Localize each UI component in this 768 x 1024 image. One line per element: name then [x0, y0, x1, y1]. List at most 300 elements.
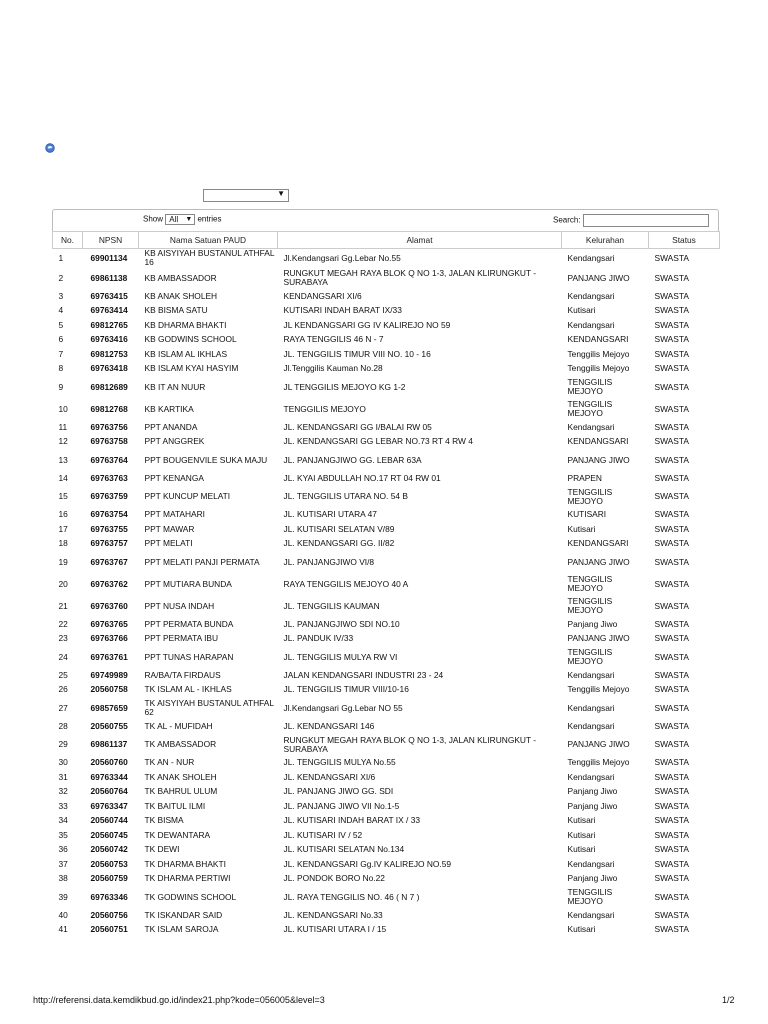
cell-npsn: 69763756	[90, 421, 128, 432]
footer-page-number: 1/2	[722, 995, 735, 1005]
cell-no: 25	[58, 669, 68, 680]
table-row	[53, 318, 720, 333]
entries-select-value: All	[169, 215, 179, 224]
cell-status: SWASTA	[654, 829, 689, 840]
table-row	[53, 249, 720, 268]
table-header-row	[53, 232, 720, 249]
cell-alamat: KENDANGSARI XI/6	[283, 290, 362, 301]
data-table	[52, 231, 720, 937]
cell-nama: PPT MATAHARI	[144, 509, 205, 520]
cell-no: 28	[58, 720, 68, 731]
cell-status: SWASTA	[654, 633, 689, 644]
table-row	[53, 756, 720, 771]
table-row	[53, 632, 720, 647]
cell-alamat: JL. KUTISARI UTARA 47	[283, 509, 377, 520]
cell-npsn: 69901134	[90, 252, 128, 263]
cell-nama: PPT KENANGA	[144, 472, 204, 483]
cell-npsn: 69763764	[90, 454, 128, 465]
cell-nama: TK DHARMA BHAKTI	[144, 858, 226, 869]
cell-kelurahan: Kutisari	[567, 844, 596, 855]
cell-no: 7	[58, 348, 64, 359]
cell-alamat: JL. TENGGILIS TIMUR VIII NO. 10 - 16	[283, 348, 431, 359]
cell-kelurahan: KENDANGSARI	[567, 436, 629, 447]
cell-status: SWASTA	[654, 858, 689, 869]
cell-status: SWASTA	[654, 348, 689, 359]
cell-status: SWASTA	[654, 618, 689, 629]
cell-no: 30	[58, 757, 68, 768]
cell-no: 8	[58, 363, 64, 374]
cell-no: 27	[58, 702, 68, 713]
cell-nama: PPT PERMATA BUNDA	[144, 618, 234, 629]
cell-nama: TK ISLAM AL - IKHLAS	[144, 684, 232, 695]
column-header-npsn[interactable]: NPSN	[83, 232, 139, 249]
cell-npsn: 20560751	[90, 924, 128, 935]
cell-no: 15	[58, 491, 68, 501]
cell-kelurahan: Kendangsari	[567, 421, 615, 432]
table-row	[53, 398, 720, 420]
cell-no: 1	[58, 252, 64, 263]
show-label: Show	[143, 214, 164, 224]
cell-nama: TK AMBASSADOR	[144, 739, 217, 749]
cell-npsn: 69763415	[90, 290, 128, 301]
cell-status: SWASTA	[654, 556, 689, 567]
cell-kelurahan: TENGGILIS MEJOYO	[567, 486, 613, 506]
cell-kelurahan: Kendangsari	[567, 669, 615, 680]
cell-status: SWASTA	[654, 509, 689, 520]
cell-nama: KB ISLAM AL IKHLAS	[144, 348, 228, 359]
cell-alamat: JL. PANJANG JIWO VII No.1-5	[283, 800, 400, 811]
cell-status: SWASTA	[654, 669, 689, 680]
cell-kelurahan: Kendangsari	[567, 290, 615, 301]
cell-nama: TK AL - MUFIDAH	[144, 720, 213, 731]
cell-alamat: JL TENGGILIS MEJOYO KG 1-2	[283, 381, 406, 392]
cell-no: 14	[58, 472, 68, 483]
cell-nama: KB AISYIYAH BUSTANUL ATHFAL 16	[144, 248, 275, 267]
cell-npsn: 69763758	[90, 436, 128, 447]
cell-npsn: 69763416	[90, 334, 128, 345]
cell-alamat: JL. KUTISARI SELATAN No.134	[283, 844, 405, 855]
cell-npsn: 20560758	[90, 684, 128, 695]
cell-nama: PPT ANGGREK	[144, 436, 205, 447]
table-row	[53, 347, 720, 362]
cell-kelurahan: Kendangsari	[567, 771, 615, 782]
cell-status: SWASTA	[654, 815, 689, 826]
table-row	[53, 508, 720, 523]
cell-npsn: 69812753	[90, 348, 128, 359]
cell-npsn: 20560759	[90, 873, 128, 884]
cell-status: SWASTA	[654, 891, 689, 902]
cell-alamat: JL. KENDANGSARI XI/6	[283, 771, 376, 782]
cell-no: 6	[58, 334, 64, 345]
cell-alamat: JL. KUTISARI IV / 52	[283, 829, 363, 840]
cell-nama: KB KARTIKA	[144, 403, 194, 414]
cell-no: 22	[58, 618, 68, 629]
cell-kelurahan: PANJANG JIWO	[567, 633, 630, 644]
cell-status: SWASTA	[654, 381, 689, 392]
table-row	[53, 770, 720, 785]
cell-no: 13	[58, 454, 68, 465]
cell-alamat: TENGGILIS MEJOYO	[283, 403, 366, 414]
table-row	[53, 449, 720, 471]
cell-no: 17	[58, 523, 68, 534]
cell-kelurahan: TENGGILIS MEJOYO	[567, 377, 613, 396]
cell-alamat: JL. KENDANGSARI GG. II/82	[283, 538, 395, 549]
cell-nama: TK ISKANDAR SAID	[144, 909, 223, 920]
cell-alamat: JL. PANJANGJIWO SDI NO.10	[283, 618, 400, 629]
table-row	[53, 646, 720, 668]
cell-alamat: JL KENDANGSARI GG IV KALIREJO NO 59	[283, 319, 451, 330]
cell-kelurahan: TENGGILIS MEJOYO	[567, 574, 613, 593]
cell-no: 37	[58, 858, 68, 869]
cell-nama: PPT MELATI PANJI PERMATA	[144, 556, 260, 567]
cell-alamat: JL. PONDOK BORO No.22	[283, 873, 385, 884]
cell-kelurahan: Kutisari	[567, 523, 596, 534]
cell-alamat: JL. KENDANGSARI 146	[283, 720, 375, 731]
cell-npsn: 69812768	[90, 403, 128, 414]
cell-kelurahan: Kendangsari	[567, 702, 615, 713]
cell-status: SWASTA	[654, 403, 689, 414]
cell-npsn: 69763765	[90, 618, 128, 629]
show-entries	[143, 214, 222, 225]
cell-nama: KB GODWINS SCHOOL	[144, 334, 237, 345]
cell-alamat: JL. KENDANGSARI No.33	[283, 909, 383, 920]
cell-npsn: 69812765	[90, 319, 128, 330]
cell-status: SWASTA	[654, 651, 689, 662]
cell-no: 33	[58, 800, 68, 811]
cell-status: SWASTA	[654, 702, 689, 713]
chevron-down-icon: ▼	[185, 216, 193, 223]
table-row	[53, 668, 720, 683]
cell-npsn: 69857659	[90, 702, 128, 713]
table-row	[53, 304, 720, 319]
cell-alamat: RUNGKUT MEGAH RAYA BLOK Q NO 1-3, JALAN KLIRUNGKUT - SURABAYA	[283, 734, 537, 754]
cell-status: SWASTA	[654, 290, 689, 301]
cell-alamat: JL. PANJANGJIWO GG. LEBAR 63A	[283, 454, 422, 465]
table-row	[53, 785, 720, 800]
cell-npsn: 69763344	[90, 771, 128, 782]
filter-select[interactable]	[203, 189, 289, 202]
cell-no: 35	[58, 829, 68, 840]
cell-alamat: JL. TENGGILIS TIMUR VIII/10-16	[283, 684, 409, 695]
cell-npsn: 20560742	[90, 844, 128, 855]
cell-kelurahan: KUTISARI	[567, 509, 607, 520]
cell-nama: PPT MUTIARA BUNDA	[144, 578, 232, 589]
cell-nama: KB ISLAM KYAI HASYIM	[144, 363, 239, 374]
cell-kelurahan: Tenggilis Mejoyo	[567, 363, 630, 374]
cell-no: 20	[58, 578, 68, 589]
cell-no: 31	[58, 771, 68, 782]
cell-status: SWASTA	[654, 305, 689, 316]
table-row	[53, 886, 720, 908]
table-row	[53, 471, 720, 486]
cell-kelurahan: PANJANG JIWO	[567, 272, 630, 283]
table-row	[53, 872, 720, 887]
cell-status: SWASTA	[654, 334, 689, 345]
table-row	[53, 522, 720, 537]
cell-nama: TK BISMA	[144, 815, 184, 826]
cell-kelurahan: PANJANG JIWO	[567, 454, 630, 465]
cell-alamat: Jl.Tenggilis Kauman No.28	[283, 363, 383, 374]
cell-no: 38	[58, 873, 68, 884]
cell-alamat: RAYA TENGGILIS 46 N - 7	[283, 334, 384, 345]
cell-kelurahan: Kendangsari	[567, 252, 615, 263]
cell-no: 2	[58, 272, 64, 283]
table-row	[53, 734, 720, 756]
cell-no: 41	[58, 924, 68, 935]
cell-no: 19	[58, 556, 68, 567]
cell-status: SWASTA	[654, 720, 689, 731]
cell-alamat: JL. KYAI ABDULLAH NO.17 RT 04 RW 01	[283, 472, 441, 483]
cell-alamat: JL. TENGGILIS MULYA No.55	[283, 757, 396, 768]
cell-kelurahan: TENGGILIS MEJOYO	[567, 596, 613, 615]
table-row	[53, 843, 720, 858]
cell-npsn: 69763346	[90, 891, 128, 902]
cell-no: 23	[58, 633, 68, 644]
table-row	[53, 362, 720, 377]
cell-nama: KB IT AN NUUR	[144, 381, 206, 392]
cell-kelurahan: Panjang Jiwo	[567, 618, 618, 629]
cell-kelurahan: Panjang Jiwo	[567, 873, 618, 884]
cell-npsn: 69763757	[90, 538, 128, 549]
cell-npsn: 69763755	[90, 523, 128, 534]
table-row	[53, 333, 720, 348]
cell-nama: TK GODWINS SCHOOL	[144, 891, 237, 902]
cell-alamat: JL. KUTISARI UTARA I / 15	[283, 924, 387, 935]
cell-alamat: JL. KUTISARI INDAH BARAT IX / 33	[283, 815, 421, 826]
cell-no: 10	[58, 403, 68, 414]
cell-kelurahan: Panjang Jiwo	[567, 800, 618, 811]
cell-npsn: 69749989	[90, 669, 128, 680]
cell-nama: TK BAITUL ILMI	[144, 800, 206, 811]
cell-nama: TK DEWANTARA	[144, 829, 211, 840]
cell-nama: RA/BA/TA FIRDAUS	[144, 669, 221, 680]
cell-kelurahan: Panjang Jiwo	[567, 786, 618, 797]
cell-nama: KB AMBASSADOR	[144, 272, 217, 283]
cell-npsn: 69861137	[90, 739, 128, 749]
table-row	[53, 617, 720, 632]
cell-no: 9	[58, 381, 64, 392]
cell-no: 4	[58, 305, 64, 316]
cell-no: 12	[58, 436, 68, 447]
cell-nama: TK AISYIYAH BUSTANUL ATHFAL 62	[144, 698, 274, 717]
cell-status: SWASTA	[654, 363, 689, 374]
cell-alamat: JL. TENGGILIS MULYA RW VI	[283, 651, 398, 662]
column-header-kelurahan[interactable]: Kelurahan	[562, 232, 649, 249]
cell-no: 36	[58, 844, 68, 855]
cell-kelurahan: Kendangsari	[567, 909, 615, 920]
cell-kelurahan: Tenggilis Mejoyo	[567, 757, 630, 768]
cell-kelurahan: KENDANGSARI	[567, 334, 629, 345]
cell-status: SWASTA	[654, 786, 689, 797]
table-row	[53, 908, 720, 923]
cell-npsn: 69763418	[90, 363, 128, 374]
cell-status: SWASTA	[654, 578, 689, 589]
cell-npsn: 69763347	[90, 800, 128, 811]
cell-nama: TK BAHRUL ULUM	[144, 786, 218, 797]
cell-nama: TK DHARMA PERTIWI	[144, 873, 231, 884]
cell-no: 29	[58, 739, 68, 749]
cell-no: 5	[58, 319, 64, 330]
cell-kelurahan: Kendangsari	[567, 720, 615, 731]
cell-npsn: 69763759	[90, 491, 128, 501]
cell-kelurahan: PRAPEN	[567, 472, 602, 483]
cell-no: 32	[58, 786, 68, 797]
column-header-nama[interactable]: Nama Satuan PAUD	[139, 232, 278, 249]
table-row	[53, 683, 720, 698]
chevron-down-icon: ▼	[277, 189, 285, 198]
table-row	[53, 697, 720, 719]
table-row	[53, 573, 720, 595]
cell-no: 24	[58, 651, 68, 662]
cell-no: 34	[58, 815, 68, 826]
cell-npsn: 69763761	[90, 651, 128, 662]
cell-npsn: 69861138	[90, 272, 128, 283]
cell-no: 21	[58, 600, 68, 611]
cell-kelurahan: Tenggilis Mejoyo	[567, 348, 630, 359]
cell-nama: TK ANAK SHOLEH	[144, 771, 217, 782]
table-row	[53, 537, 720, 552]
cell-no: 26	[58, 684, 68, 695]
cell-status: SWASTA	[654, 909, 689, 920]
cell-kelurahan: TENGGILIS MEJOYO	[567, 887, 613, 906]
cell-alamat: JL. RAYA TENGGILIS NO. 46 ( N 7 )	[283, 891, 420, 902]
table-row	[53, 435, 720, 450]
cell-alamat: JALAN KENDANGSARI INDUSTRI 23 - 24	[283, 669, 444, 680]
cell-kelurahan: Kendangsari	[567, 858, 615, 869]
cell-npsn: 20560756	[90, 909, 128, 920]
cell-alamat: JL. TENGGILIS UTARA NO. 54 B	[283, 491, 408, 501]
cell-status: SWASTA	[654, 491, 689, 501]
cell-alamat: JL. PANJANG JIWO GG. SDI	[283, 786, 394, 797]
cell-no: 40	[58, 909, 68, 920]
search-input[interactable]	[583, 214, 709, 227]
cell-alamat: JL. KENDANGSARI Gg.IV KALIREJO NO.59	[283, 858, 452, 869]
cell-npsn: 69763414	[90, 305, 128, 316]
cell-kelurahan: KENDANGSARI	[567, 538, 629, 549]
cell-kelurahan: PANJANG JIWO	[567, 556, 630, 567]
footer-url: http://referensi.data.kemdikbud.go.id/index21.php?kode=056005&level=3	[33, 995, 325, 1005]
cell-nama: KB ANAK SHOLEH	[144, 290, 218, 301]
globe-icon	[45, 143, 55, 153]
cell-npsn: 69763760	[90, 600, 128, 611]
cell-alamat: JL. TENGGILIS KAUMAN	[283, 600, 380, 611]
cell-alamat: JL. KENDANGSARI GG I/BALAI RW 05	[283, 421, 432, 432]
cell-alamat: RAYA TENGGILIS MEJOYO 40 A	[283, 578, 409, 589]
cell-npsn: 69763754	[90, 509, 128, 520]
table-row	[53, 420, 720, 435]
cell-nama: PPT TUNAS HARAPAN	[144, 651, 234, 662]
cell-kelurahan: Kendangsari	[567, 319, 615, 330]
cell-alamat: JL. KENDANGSARI GG LEBAR NO.73 RT 4 RW 4	[283, 436, 473, 447]
cell-nama: KB DHARMA BHAKTI	[144, 319, 227, 330]
cell-kelurahan: Kutisari	[567, 829, 596, 840]
cell-alamat: RUNGKUT MEGAH RAYA BLOK Q NO 1-3, JALAN KLIRUNGKUT - SURABAYA	[283, 268, 537, 287]
cell-nama: PPT KUNCUP MELATI	[144, 491, 231, 501]
table-row	[53, 289, 720, 304]
cell-status: SWASTA	[654, 523, 689, 534]
column-header-no[interactable]: No.	[53, 232, 83, 249]
cell-status: SWASTA	[654, 538, 689, 549]
cell-no: 39	[58, 891, 68, 902]
cell-npsn: 20560745	[90, 829, 128, 840]
cell-kelurahan: TENGGILIS MEJOYO	[567, 647, 613, 666]
cell-status: SWASTA	[654, 800, 689, 811]
cell-status: SWASTA	[654, 684, 689, 695]
cell-status: SWASTA	[654, 472, 689, 483]
table-row	[53, 857, 720, 872]
cell-nama: PPT MAWAR	[144, 523, 195, 534]
table-row	[53, 828, 720, 843]
entries-label: entries	[197, 214, 222, 224]
cell-status: SWASTA	[654, 739, 689, 749]
cell-status: SWASTA	[654, 252, 689, 263]
table-row	[53, 719, 720, 734]
cell-no: 18	[58, 538, 68, 549]
cell-status: SWASTA	[654, 319, 689, 330]
cell-npsn: 20560764	[90, 786, 128, 797]
cell-npsn: 20560755	[90, 720, 128, 731]
cell-kelurahan: Kutisari	[567, 815, 596, 826]
cell-status: SWASTA	[654, 272, 689, 283]
table-row	[53, 799, 720, 814]
cell-status: SWASTA	[654, 600, 689, 611]
cell-kelurahan: TENGGILIS MEJOYO	[567, 399, 613, 418]
cell-npsn: 69812689	[90, 381, 128, 392]
cell-kelurahan: PANJANG JIWO	[567, 739, 630, 749]
table-row	[53, 923, 720, 938]
cell-status: SWASTA	[654, 844, 689, 855]
cell-nama: PPT NUSA INDAH	[144, 600, 215, 611]
cell-status: SWASTA	[654, 757, 689, 768]
cell-nama: PPT BOUGENVILE SUKA MAJU	[144, 454, 268, 465]
table-row	[53, 551, 720, 573]
cell-status: SWASTA	[654, 873, 689, 884]
cell-status: SWASTA	[654, 436, 689, 447]
cell-npsn: 20560753	[90, 858, 128, 869]
entries-select[interactable]	[165, 214, 195, 225]
cell-alamat: KUTISARI INDAH BARAT IX/33	[283, 305, 402, 316]
cell-kelurahan: Tenggilis Mejoyo	[567, 684, 630, 695]
cell-kelurahan: Kutisari	[567, 924, 596, 935]
table-row	[53, 376, 720, 398]
cell-npsn: 69763766	[90, 633, 128, 644]
search-label: Search:	[553, 215, 581, 225]
cell-status: SWASTA	[654, 454, 689, 465]
cell-kelurahan: Kutisari	[567, 305, 596, 316]
cell-nama: KB BISMA SATU	[144, 305, 208, 316]
table-controls	[52, 209, 719, 231]
cell-status: SWASTA	[654, 771, 689, 782]
cell-nama: TK ISLAM SAROJA	[144, 924, 219, 935]
cell-nama: PPT PERMATA IBU	[144, 633, 219, 644]
search-area	[553, 214, 709, 227]
table-row	[53, 814, 720, 829]
cell-nama: PPT MELATI	[144, 538, 193, 549]
cell-npsn: 69763767	[90, 556, 128, 567]
cell-alamat: JL. PANJANGJIWO VI/8	[283, 556, 375, 567]
cell-nama: TK DEWI	[144, 844, 180, 855]
cell-alamat: Jl.Kendangsari Gg.Lebar No.55	[283, 252, 401, 263]
column-header-status[interactable]: Status	[649, 232, 720, 249]
cell-status: SWASTA	[654, 421, 689, 432]
cell-alamat: JL. KUTISARI SELATAN V/89	[283, 523, 395, 534]
table-row	[53, 595, 720, 617]
column-header-alamat[interactable]: Alamat	[278, 232, 562, 249]
cell-status: SWASTA	[654, 924, 689, 935]
table-row	[53, 267, 720, 289]
cell-no: 11	[58, 421, 68, 432]
table-row	[53, 486, 720, 508]
